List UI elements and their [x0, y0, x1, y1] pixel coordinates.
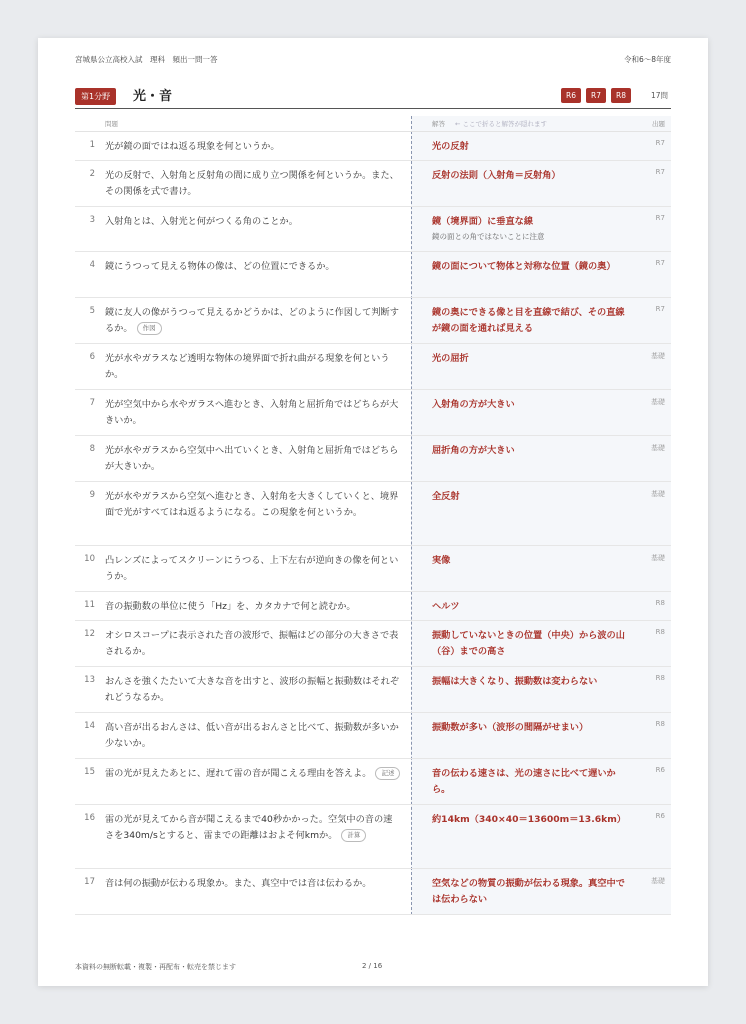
- page-header: [75, 54, 671, 65]
- table-row: [75, 482, 671, 546]
- question-text-content: オシロスコープに表示された音の波形で、振幅はどの部分の大きさで表されるか。: [105, 630, 399, 657]
- question-number: 10: [84, 554, 95, 564]
- source-year: 基礎: [651, 554, 665, 562]
- question-number: 12: [84, 629, 95, 639]
- source-year: R8: [655, 599, 665, 607]
- answer-text: [432, 305, 632, 337]
- question-text-content: 光が鏡の面ではね返る現象を何というか。: [105, 141, 280, 152]
- question-text: [105, 766, 401, 782]
- table-header: [75, 116, 671, 132]
- header-answer: 解答: [432, 120, 445, 128]
- question-text: [105, 259, 401, 275]
- answer-text-content: ヘルツ: [432, 601, 460, 612]
- question-number: 9: [89, 490, 95, 500]
- question-text-content: 鏡にうつって見える物体の像は、どの位置にできるか。: [105, 261, 335, 272]
- answer-text-content: 反射の法則（入射角＝反射角）: [432, 170, 561, 181]
- table-row: [75, 436, 671, 482]
- table-row: [75, 621, 671, 667]
- question-text-content: おんさを強くたたいて大きな音を出すと、波形の振幅と振動数はそれぞれどうなるか。: [105, 676, 399, 703]
- table-row: [75, 207, 671, 252]
- question-text: [105, 876, 401, 892]
- header-question: 問題: [105, 120, 118, 128]
- year-badges: [561, 88, 631, 103]
- source-year: R6: [655, 812, 665, 820]
- question-type-tag: 計算: [341, 829, 366, 842]
- question-text: [105, 397, 401, 429]
- answer-text-content: 振動数が多い（波形の間隔がせまい）: [432, 722, 589, 733]
- question-number: 16: [84, 813, 95, 823]
- question-text-content: 雷の光が見えたあとに、遅れて雷の音が聞こえる理由を答えよ。: [105, 768, 372, 779]
- answer-text-content: 屈折角の方が大きい: [432, 445, 515, 456]
- question-number: 7: [89, 398, 95, 408]
- table-row: [75, 667, 671, 713]
- question-count: 17問: [650, 91, 668, 100]
- table-row: [75, 759, 671, 805]
- table-row: [75, 132, 671, 161]
- source-year: 基礎: [651, 490, 665, 498]
- answer-text-content: 音の伝わる速さは、光の速さに比べて遅いから。: [432, 768, 616, 795]
- answer-text-content: 光の反射: [432, 141, 469, 152]
- page-footer: [75, 962, 671, 972]
- answer-text-content: 鏡の面について物体と対称な位置（鏡の奥）: [432, 261, 616, 272]
- answer-text-content: 実像: [432, 555, 451, 566]
- answer-text-content: 振幅は大きくなり、振動数は変わらない: [432, 676, 598, 687]
- question-type-tag: 作図: [137, 322, 162, 335]
- document-title: 宮城県公立高校入試 理科 頻出一問一答: [75, 55, 218, 64]
- question-text-content: 光が水やガラスから空気中へ出ていくとき、入射角と屈折角ではどちらが大きいか。: [105, 445, 399, 472]
- header-source: 出題: [652, 120, 665, 128]
- question-text: [105, 553, 401, 585]
- answer-text: [432, 599, 632, 615]
- year-badge-r6: R6: [561, 88, 581, 103]
- source-year: 基礎: [651, 444, 665, 452]
- answer-text: [432, 628, 632, 660]
- question-text-content: 雷の光が見えてから音が聞こえるまで40秒かかった。空気中の音の速さを340m/sとすると、雷までの距離はおよそ何kmか。: [105, 814, 393, 841]
- question-text: [105, 628, 401, 660]
- source-year: R8: [655, 674, 665, 682]
- table-row: [75, 869, 671, 915]
- question-number: 14: [84, 721, 95, 731]
- answer-note: 鏡の面との角ではないことに注意: [432, 232, 545, 241]
- question-text-content: 光が空気中から水やガラスへ進むとき、入射角と屈折角ではどちらが大きいか。: [105, 399, 399, 426]
- unit-badge: 第1分野: [75, 88, 116, 105]
- question-type-tag: 記述: [375, 767, 400, 780]
- table-row: [75, 713, 671, 759]
- fold-hint: ← ここで折ると解答が隠れます: [455, 120, 548, 128]
- answer-text: [432, 876, 632, 908]
- question-text-content: 光の反射で、入射角と反射角の間に成り立つ関係を何というか。また、その関係を式で書け。: [105, 170, 399, 197]
- source-year: 基礎: [651, 352, 665, 360]
- question-number: 5: [89, 306, 95, 316]
- unit-title: 光・音: [133, 89, 173, 104]
- table-body: [75, 132, 671, 915]
- question-number: 13: [84, 675, 95, 685]
- question-text: [105, 599, 401, 615]
- answer-text: [432, 489, 632, 505]
- question-text: [105, 443, 401, 475]
- answer-text-content: 空気などの物質の振動が伝わる現象。真空中では伝わらない: [432, 878, 625, 905]
- question-text-content: 音は何の振動が伝わる現象か。また、真空中では音は伝わるか。: [105, 878, 372, 889]
- question-text-content: 入射角とは、入射光と何がつくる角のことか。: [105, 216, 298, 227]
- source-year: 基礎: [651, 877, 665, 885]
- question-number: 8: [89, 444, 95, 454]
- table-row: [75, 161, 671, 207]
- question-number: 3: [89, 215, 95, 225]
- question-text: [105, 168, 401, 200]
- table-row: [75, 298, 671, 344]
- question-number: 11: [84, 600, 95, 610]
- source-year: R8: [655, 720, 665, 728]
- question-number: 6: [89, 352, 95, 362]
- table-row: [75, 546, 671, 592]
- page-number: 2 / 16: [362, 962, 383, 970]
- question-text: [105, 139, 401, 155]
- source-year: R6: [655, 766, 665, 774]
- answer-text-content: 入射角の方が大きい: [432, 399, 515, 410]
- answer-text: [432, 259, 632, 275]
- source-year: R8: [655, 628, 665, 636]
- answer-text: [432, 766, 632, 798]
- source-year: 基礎: [651, 398, 665, 406]
- question-text: [105, 214, 401, 230]
- table-row: [75, 252, 671, 298]
- question-text: [105, 812, 401, 844]
- question-number: 1: [89, 140, 95, 150]
- answer-text-content: 全反射: [432, 491, 460, 502]
- table-row: [75, 344, 671, 390]
- year-badge-r8: R8: [611, 88, 631, 103]
- answer-text-content: 鏡（境界面）に垂直な線: [432, 216, 534, 227]
- question-text-content: 鏡に友人の像がうつって見えるかどうかは、どのように作図して判断するか。: [105, 307, 399, 334]
- question-table: [75, 116, 671, 915]
- table-row: [75, 805, 671, 869]
- question-text-content: 光が水やガラスなど透明な物体の境界面で折れ曲がる現象を何というか。: [105, 353, 390, 380]
- answer-text-content: 鏡の奥にできる像と目を直線で結び、その直線が鏡の面を通れば見える: [432, 307, 625, 334]
- answer-text: [432, 139, 632, 155]
- answer-text: [432, 214, 632, 244]
- document-page: [38, 38, 708, 986]
- table-row: [75, 592, 671, 621]
- source-year: R7: [655, 214, 665, 222]
- question-text: [105, 674, 401, 706]
- question-text: [105, 351, 401, 383]
- question-number: 2: [89, 169, 95, 179]
- answer-text: [432, 553, 632, 569]
- answer-text: [432, 351, 632, 367]
- question-text-content: 高い音が出るおんさは、低い音が出るおんさと比べて、振動数が多いか少ないか。: [105, 722, 399, 749]
- answer-text-content: 光の屈折: [432, 353, 469, 364]
- answer-text: [432, 812, 632, 828]
- unit-title-row: [75, 85, 671, 109]
- answer-text: [432, 397, 632, 413]
- answer-text: [432, 674, 632, 690]
- copyright-notice: 本資料の無断転載・複製・再配布・転売を禁じます: [75, 963, 236, 971]
- source-year: R7: [655, 168, 665, 176]
- years-range: 令和6～8年度: [623, 55, 671, 64]
- question-number: 4: [89, 260, 95, 270]
- question-number: 17: [84, 877, 95, 887]
- answer-text: [432, 168, 632, 184]
- question-text-content: 音の振動数の単位に使う「Hz」を、カタカナで何と読むか。: [105, 601, 356, 612]
- question-number: 15: [84, 767, 95, 777]
- answer-text-content: 振動していないときの位置（中央）から波の山（谷）までの高さ: [432, 630, 625, 657]
- question-text-content: 光が水やガラスから空気へ進むとき、入射角を大きくしていくと、境界面で光がすべてはね返るようになる。この現象を何というか。: [105, 491, 399, 518]
- table-row: [75, 390, 671, 436]
- question-text: [105, 720, 401, 752]
- question-text: [105, 305, 401, 337]
- source-year: R7: [655, 305, 665, 313]
- answer-text-content: 約14km（340×40＝13600m＝13.6km）: [432, 814, 626, 825]
- question-text-content: 凸レンズによってスクリーンにうつる、上下左右が逆向きの像を何というか。: [105, 555, 399, 582]
- answer-text: [432, 720, 632, 736]
- question-text: [105, 489, 401, 521]
- source-year: R7: [655, 259, 665, 267]
- source-year: R7: [655, 139, 665, 147]
- answer-text: [432, 443, 632, 459]
- year-badge-r7: R7: [586, 88, 606, 103]
